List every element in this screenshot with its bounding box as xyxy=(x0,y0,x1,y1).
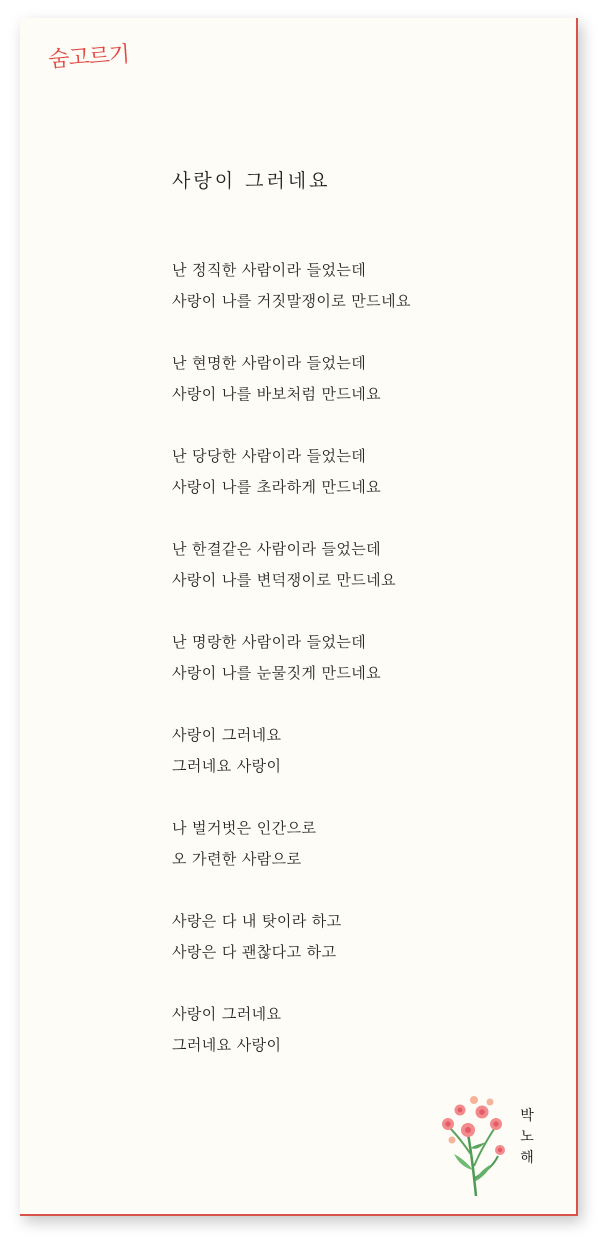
signature-char: 박 xyxy=(520,1108,534,1124)
stanza xyxy=(172,534,411,596)
poem-line: 나 벌거벗은 인간으로 xyxy=(172,819,317,837)
signature-char: 노 xyxy=(520,1129,534,1145)
stanza xyxy=(172,720,411,782)
poem-line: 사랑이 그러네요 xyxy=(172,1005,282,1023)
poem-line: 사랑이 나를 변덕쟁이로 만드네요 xyxy=(172,571,396,589)
poem-line: 사랑이 나를 바보처럼 만드네요 xyxy=(172,385,382,403)
poem-line: 난 현명한 사람이라 들었는데 xyxy=(172,354,367,372)
signature-char: 해 xyxy=(520,1150,534,1166)
poem-card xyxy=(20,18,578,1216)
stanza xyxy=(172,906,411,968)
stanza xyxy=(172,348,411,410)
stanza xyxy=(172,441,411,503)
poem-line: 사랑이 나를 눈물짓게 만드네요 xyxy=(172,664,382,682)
poem-title: 사랑이 그러네요 xyxy=(172,170,331,192)
poem-line: 그러네요 사랑이 xyxy=(172,1036,282,1054)
brand-logo: 숨고르기 xyxy=(47,42,130,73)
poem-line: 사랑이 그러네요 xyxy=(172,726,282,744)
poem-line: 사랑이 나를 거짓말쟁이로 만드네요 xyxy=(172,292,411,310)
poem-line: 난 한결같은 사람이라 들었는데 xyxy=(172,540,382,558)
stanza xyxy=(172,627,411,689)
poem-line: 난 명랑한 사람이라 들었는데 xyxy=(172,633,367,651)
flower-illustration-icon xyxy=(438,1086,518,1196)
poem-line: 난 정직한 사람이라 들었는데 xyxy=(172,261,367,279)
poem-line: 사랑은 다 내 탓이라 하고 xyxy=(172,912,342,930)
poem-body xyxy=(172,255,411,1092)
poem-line: 오 가련한 사람으로 xyxy=(172,850,302,868)
poem-line: 사랑은 다 괜찮다고 하고 xyxy=(172,943,337,961)
author-signature xyxy=(517,1106,537,1169)
stanza xyxy=(172,999,411,1061)
poem-line: 그러네요 사랑이 xyxy=(172,757,282,775)
poem-line: 사랑이 나를 초라하게 만드네요 xyxy=(172,478,382,496)
stanza xyxy=(172,255,411,317)
stanza xyxy=(172,813,411,875)
poem-line: 난 당당한 사람이라 들었는데 xyxy=(172,447,367,465)
